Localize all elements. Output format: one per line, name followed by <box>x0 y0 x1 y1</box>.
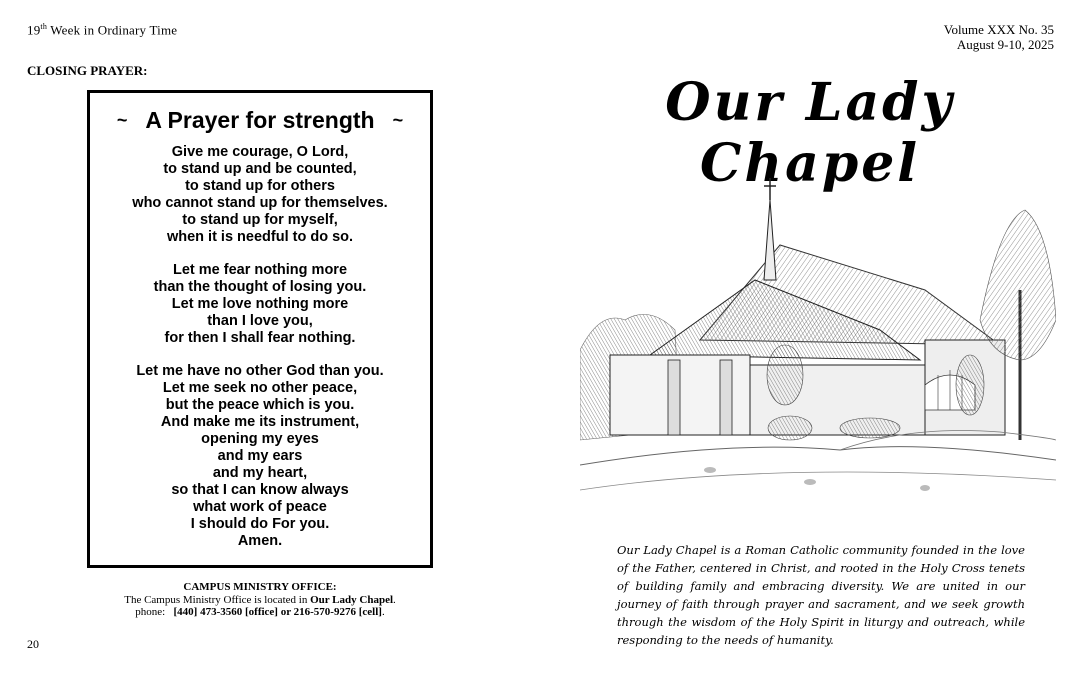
issue-info <box>944 22 1054 52</box>
prayer-line: I should do For you. <box>190 516 330 532</box>
page-number: 20 <box>27 637 39 651</box>
closing-prayer-heading: CLOSING PRAYER: <box>27 63 148 78</box>
prayer-line: for then I shall fear nothing. <box>164 330 356 346</box>
prayer-line: Amen. <box>237 533 283 549</box>
office-phone-numbers: [440] 473-3560 [office] or 216-570-9276 [cell] <box>173 606 382 618</box>
issue-date: August 9-10, 2025 <box>956 37 1054 52</box>
prayer-line: to stand up and be counted, <box>163 161 357 177</box>
office-phone-label: phone: <box>135 606 174 618</box>
office-phone <box>87 606 433 619</box>
campus-ministry-office <box>87 581 433 619</box>
prayer-line: to stand up for others <box>185 178 335 194</box>
prayer-line: Let me seek no other peace, <box>162 380 358 396</box>
prayer-line: Give me courage, O Lord, <box>171 144 349 160</box>
prayer-line: Let me have no other God than you. <box>136 363 384 379</box>
prayer-line: to stand up for myself, <box>182 212 338 228</box>
office-phone-end: . <box>381 606 385 618</box>
prayer-line: when it is needful to do so. <box>166 229 354 245</box>
chapel-drawing <box>580 170 1056 525</box>
week-number: 19 <box>27 22 41 38</box>
prayer-line: but the peace which is you. <box>165 397 355 413</box>
prayer-line: and my heart, <box>212 465 308 481</box>
week-suffix: th <box>40 22 48 31</box>
office-location-text: The Campus Ministry Office is located in <box>124 593 311 606</box>
office-location-end: . <box>393 593 396 606</box>
prayer-stanza <box>90 144 430 246</box>
office-location-bold: Our Lady Chapel <box>310 593 394 606</box>
prayer-line: Let me love nothing more <box>171 296 349 312</box>
office-title: CAMPUS MINISTRY OFFICE: <box>183 581 337 593</box>
prayer-title: A Prayer for strength <box>145 107 375 133</box>
prayer-body <box>90 144 430 550</box>
prayer-box <box>87 90 433 568</box>
week-text: Week in Ordinary Time <box>47 22 178 38</box>
prayer-line: And make me its instrument, <box>160 414 360 430</box>
week-label <box>27 22 177 38</box>
prayer-line: who cannot stand up for themselves. <box>132 195 388 211</box>
prayer-stanza <box>90 262 430 347</box>
prayer-stanza <box>90 363 430 550</box>
prayer-title-row <box>90 107 430 134</box>
volume-number: Volume XXX No. 35 <box>943 22 1054 37</box>
prayer-line: than the thought of losing you. <box>153 279 367 295</box>
prayer-line: what work of peace <box>193 499 327 515</box>
office-location <box>87 594 433 607</box>
prayer-line: Let me fear nothing more <box>172 262 348 278</box>
prayer-line: opening my eyes <box>201 431 319 447</box>
tilde-left: ~ <box>116 110 128 130</box>
prayer-line: than I love you, <box>207 313 313 329</box>
masthead-title: Our Lady Chapel <box>665 72 955 194</box>
prayer-line: and my ears <box>217 448 303 464</box>
prayer-line: so that I can know always <box>171 482 349 498</box>
tilde-right: ~ <box>392 110 404 130</box>
mission-statement: Our Lady Chapel is a Roman Catholic community founded in the love of the Father, centered in Christ, and rooted in the Holy Cross tenets of building family and embracing diversity. We are united in our journey of faith through prayer and sacrament, and we seek growth through the wisdom of the Holy Spirit in liturgy and outreach, while responding to the needs of humanity. <box>617 543 1025 647</box>
